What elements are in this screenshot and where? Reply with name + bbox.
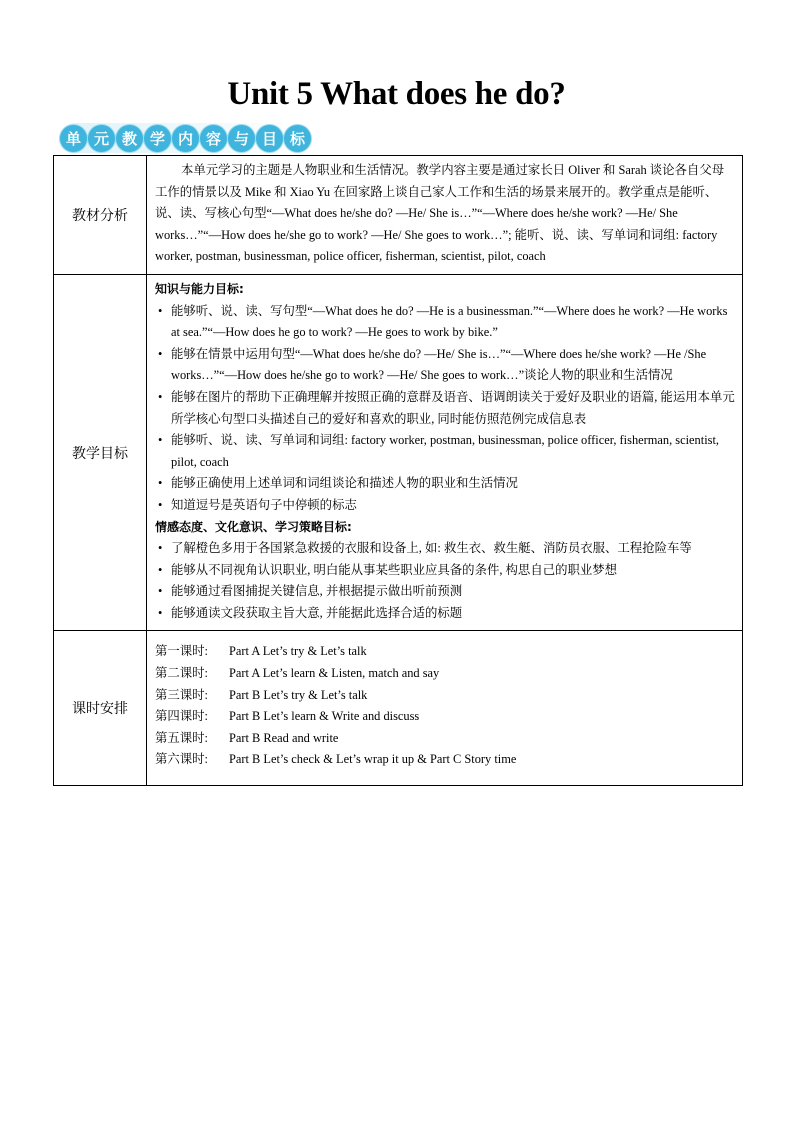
- knowledge-heading: 知识与能力目标:: [155, 281, 244, 296]
- section-banner: [60, 123, 311, 153]
- lesson-row: [155, 749, 736, 771]
- list-item: • 能够通过看图捕捉关键信息, 并根据提示做出听前预测: [155, 581, 736, 603]
- list-item: • 能够从不同视角认识职业, 明白能从事某些职业应具备的条件, 构思自己的职业梦想: [155, 560, 736, 582]
- banner-char: 与: [228, 125, 255, 152]
- page-title: Unit 5 What does he do?: [227, 76, 566, 112]
- lesson-number: 第六课时:: [155, 752, 209, 767]
- analysis-content: [147, 156, 743, 275]
- lesson-number: 第二课时:: [155, 666, 209, 681]
- banner-char: 学: [144, 125, 171, 152]
- lesson-number: 第一课时:: [155, 644, 209, 659]
- analysis-row: [54, 156, 743, 275]
- banner-char: 内: [172, 125, 199, 152]
- banner-char: 单: [60, 125, 87, 152]
- banner-char: 教: [116, 125, 143, 152]
- unit-plan-table: [53, 155, 743, 786]
- banner-char: 目: [256, 125, 283, 152]
- list-item: • 能够正确使用上述单词和词组谈论和描述人物的职业和生活情况: [155, 473, 736, 495]
- banner-char: 容: [200, 125, 227, 152]
- banner-char: 标: [284, 125, 311, 152]
- analysis-text: 本单元学习的主题是人物职业和生活情况。教学内容主要是通过家长日 Oliver 和 Sarah 谈论各自父母工作的情景以及 Mike 和 Xiao Yu 在回家路上谈自己家人工作和生活的场景来展开的。教学重点是能听、说、读、写核心句型“—What does he/she do? —He/ She is…”“—Where does he/she work? —He/ She works…”“—How does he/she go to work? —He/ She goes to work…”; 能听、说、读、写单词和词组: factory worker, postman, businessman, police officer, fisherman, scientist, pilot, coach: [155, 163, 725, 264]
- schedule-row: [54, 631, 743, 786]
- list-item: • 了解橙色多用于各国紧急救援的衣服和设备上, 如: 救生衣、救生艇、消防员衣服、工程抢险车等: [155, 538, 736, 560]
- list-item: • 能够在情景中运用句型“—What does he/she do? —He/ She is…”“—Where does he/she work? —He /She works…”“—How does he/she go to work? —He/ She goes to work…”谈论人物的职业和生活情况: [155, 344, 736, 387]
- analysis-label: 教材分析: [54, 156, 147, 275]
- list-item: • 能够通读文段获取主旨大意, 并能据此选择合适的标题: [155, 603, 736, 625]
- lesson-row: [155, 685, 736, 707]
- lesson-content: Part B Read and write: [229, 730, 339, 745]
- list-item: • 能够在图片的帮助下正确理解并按照正确的意群及语音、语调朗读关于爱好及职业的语篇, 能运用本单元所学核心句型口头描述自己的爱好和喜欢的职业, 同时能仿照范例完成信息表: [155, 387, 736, 430]
- lesson-content: Part A Let’s learn & Listen, match and say: [229, 666, 440, 681]
- lesson-content: Part B Let’s learn & Write and discuss: [229, 709, 420, 724]
- list-item: • 能够听、说、读、写单词和词组: factory worker, postman, businessman, police officer, fisherman, scientist, pilot, coach: [155, 430, 736, 473]
- lesson-row: [155, 641, 736, 663]
- objectives-row: [54, 274, 743, 631]
- objectives-content: [147, 274, 743, 631]
- lesson-number: 第三课时:: [155, 687, 209, 702]
- list-item: • 能够听、说、读、写句型“—What does he do? —He is a businessman.”“—Where does he work? —He works at sea.”“—How does he go to work? —He goes to work by bike.”: [155, 301, 736, 344]
- lesson-row: [155, 706, 736, 728]
- lesson-row: [155, 663, 736, 685]
- objectives-label: 教学目标: [54, 274, 147, 631]
- schedule-label: 课时安排: [54, 631, 147, 786]
- attitude-heading: 情感态度、文化意识、学习策略目标:: [155, 519, 352, 534]
- lesson-content: Part B Let’s check & Let’s wrap it up & Part C Story time: [229, 752, 517, 767]
- schedule-content: [147, 631, 743, 786]
- lesson-number: 第五课时:: [155, 730, 209, 745]
- banner-char: 元: [88, 125, 115, 152]
- lesson-content: Part B Let’s try & Let’s talk: [229, 687, 368, 702]
- lesson-row: [155, 728, 736, 750]
- lesson-content: Part A Let’s try & Let’s talk: [229, 644, 367, 659]
- lesson-number: 第四课时:: [155, 709, 209, 724]
- list-item: • 知道逗号是英语句子中停顿的标志: [155, 495, 736, 517]
